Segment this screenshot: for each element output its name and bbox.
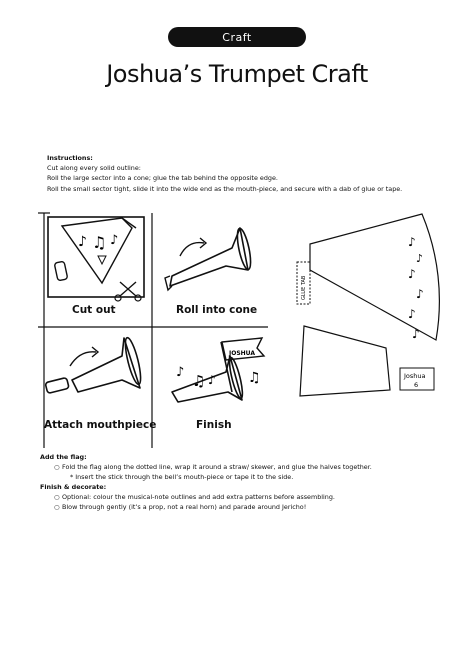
music-note-icon: ♪ <box>416 287 424 301</box>
music-note-icon: ♫ <box>248 370 261 386</box>
music-note-icon: ♪ <box>78 234 87 250</box>
instruction-line: Cut along every solid outline: <box>47 164 141 173</box>
flag-label: JOSHUA <box>229 350 256 357</box>
flag-heading: Add the flag: <box>40 453 87 461</box>
list-item: * Insert the stick through the bell’s mouth-piece or tape it to the side. <box>70 473 294 481</box>
music-note-icon: ♫ <box>192 372 206 390</box>
tag-number: 6 <box>414 381 419 389</box>
glue-tab-label: GLUE TAB <box>301 275 307 300</box>
music-note-icon: ♪ <box>408 267 416 281</box>
music-note-icon: ♪ <box>208 373 216 387</box>
list-item: ○ Fold the flag along the dotted line, wrap it around a straw/ skewer, and glue the halves together. <box>54 463 372 471</box>
finished-trumpet-illustration <box>172 338 264 402</box>
craft-badge: Craft <box>168 27 306 47</box>
music-note-icon: ♪ <box>416 252 424 265</box>
cut-out-illustration <box>48 217 144 297</box>
cone-template <box>297 214 439 341</box>
arrow-icon <box>180 238 206 256</box>
instruction-line: Roll the small sector tight, slide it into the wide end as the mouth-piece, and secure with a dab of glue or tape. <box>47 184 403 193</box>
trumpet-icon <box>45 337 144 394</box>
music-note-icon: ♪ <box>176 365 185 380</box>
instructions-heading: Instructions: <box>47 154 93 162</box>
music-note-icon: ♫ <box>92 233 107 252</box>
tag-name: Joshua <box>404 372 426 380</box>
music-note-icon: ♪ <box>408 307 416 321</box>
finish-heading: Finish & decorate: <box>40 483 107 491</box>
trumpet-icon <box>165 227 253 290</box>
music-note-icon: ♪ <box>412 327 420 341</box>
step-label-cut-out: Cut out <box>72 304 116 316</box>
notes-section <box>40 452 460 512</box>
list-item: ○ Optional: colour the musical-note outlines and add extra patterns before assembling. <box>54 493 335 501</box>
step-label-finish: Finish <box>196 419 232 431</box>
step-label-roll-into-cone: Roll into cone <box>176 304 258 316</box>
music-note-icon: ♪ <box>408 235 416 249</box>
scissors-icon <box>115 282 141 301</box>
arrow-icon <box>70 347 98 366</box>
list-item: ○ Blow through gently (it’s a prop, not a real horn) and parade around Jericho! <box>54 503 307 511</box>
page-title: Joshua’s Trumpet Craft <box>106 60 368 88</box>
music-note-icon: ♪ <box>110 233 119 248</box>
instruction-line: Roll the large sector into a cone; glue the tab behind the opposite edge. <box>47 174 278 183</box>
step-label-attach-mouthpiece: Attach mouthpiece <box>44 419 157 431</box>
